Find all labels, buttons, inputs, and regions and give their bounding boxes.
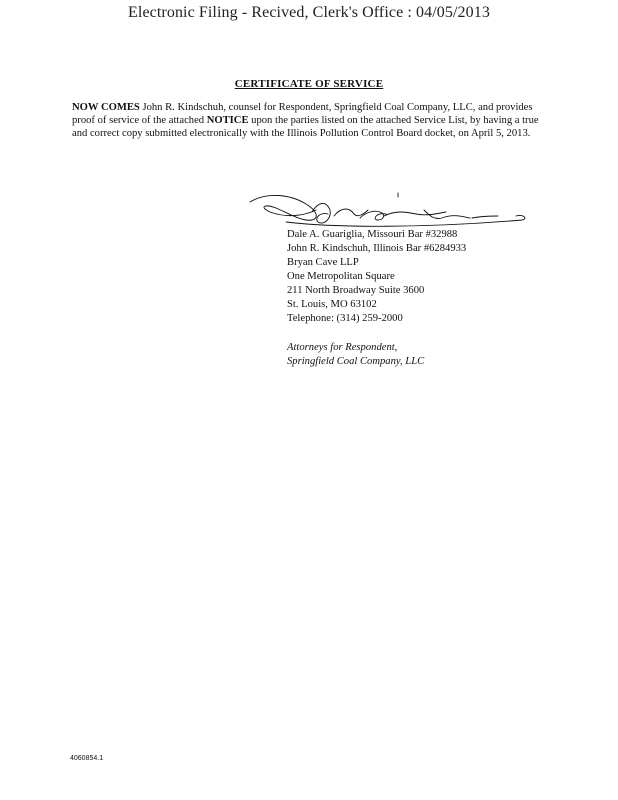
body-text-part-1: John R. Kindschuh, counsel for Respondent, Springfield Coal Company, LLC, and provides proof of service of the attached xyxy=(72,102,533,126)
intro-bold-text: NOW COMES xyxy=(72,102,140,113)
attorney-name-guariglia: Dale A. Guariglia, Missouri Bar #32988 xyxy=(287,229,458,240)
firm-name: Bryan Cave LLP xyxy=(287,257,359,268)
attorneys-for-block xyxy=(287,341,587,369)
filing-stamp: Electronic Filing - Recived, Clerk's Office : 04/05/2013 xyxy=(128,4,490,21)
certificate-title: CERTIFICATE OF SERVICE xyxy=(234,78,384,90)
notice-bold-text: NOTICE xyxy=(206,115,249,126)
body-text-part-2: upon the parties listed on the attached Service List, by having a true and correct copy submitted electronically with the Illinois Pollution Control Board docket, on April 5, 2013. xyxy=(72,115,539,139)
attorney-name-kindschuh: John R. Kindschuh, Illinois Bar #6284933 xyxy=(287,243,467,254)
certificate-body xyxy=(72,101,542,140)
signature-address-block xyxy=(287,228,587,326)
attorneys-for-line-2: Springfield Coal Company, LLC xyxy=(287,356,425,367)
telephone: Telephone: (314) 259-2000 xyxy=(287,313,403,324)
address-city: St. Louis, MO 63102 xyxy=(287,299,377,310)
document-id: 4060854.1 xyxy=(70,755,104,762)
attorneys-for-line-1: Attorneys for Respondent, xyxy=(287,342,398,353)
address-line-1: One Metropolitan Square xyxy=(287,271,395,282)
address-line-2: 211 North Broadway Suite 3600 xyxy=(287,285,425,296)
